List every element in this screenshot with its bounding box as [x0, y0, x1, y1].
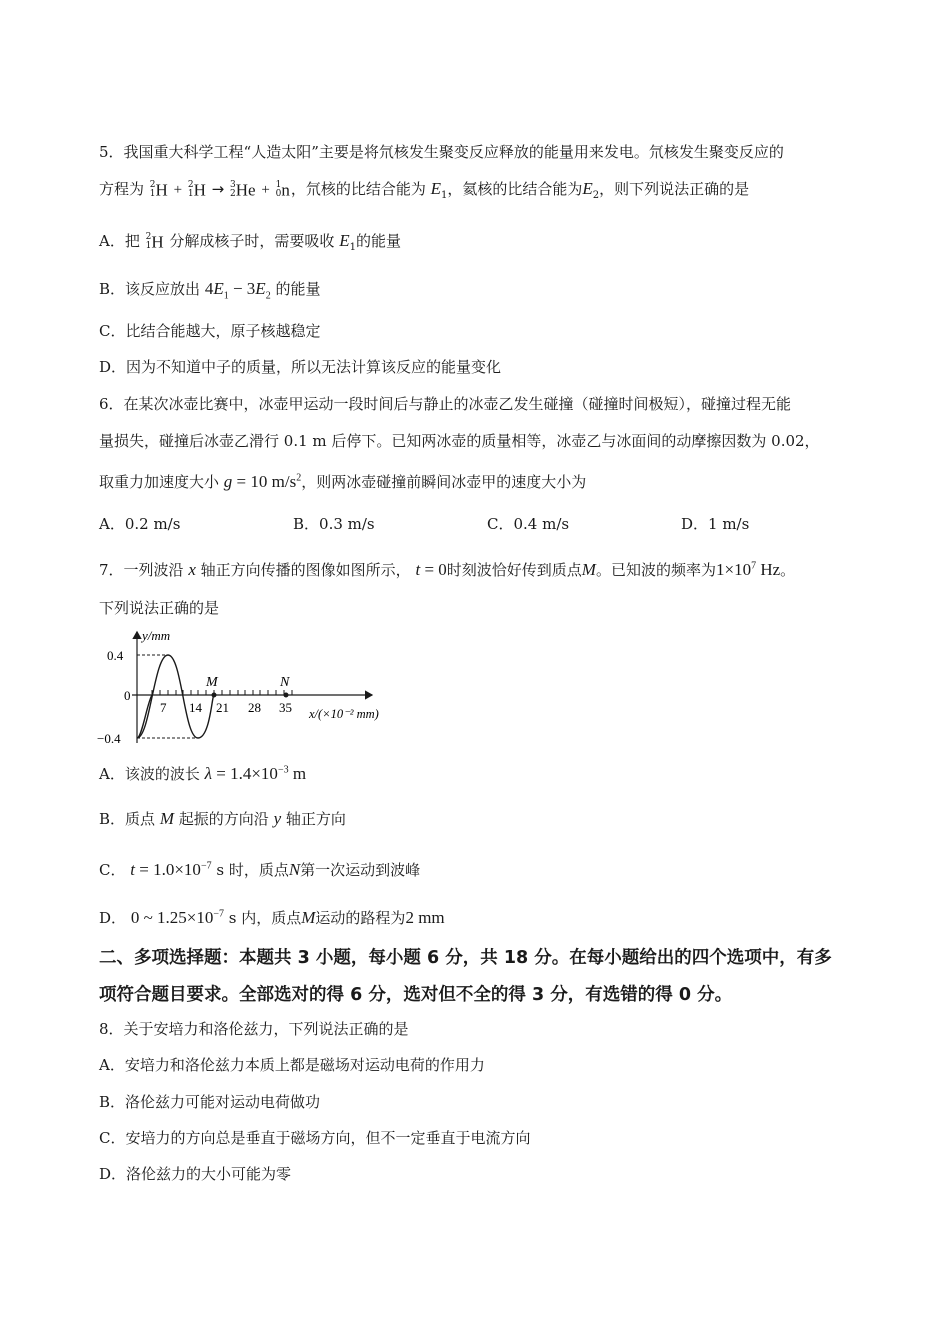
wave-curve-start [137, 695, 152, 738]
x-tick-21: 21 [216, 700, 229, 715]
q5-equation-line: 方程为 2 1 H + 2 1 H → 3 2 He + 1 0 n，氘核的比结合能为 $E_1$，氦核的比结合能为$E_2$，则下列说法正确的是 [99, 179, 750, 201]
x-tick-28: 28 [248, 700, 261, 715]
q6-option-c: C．0.4 m/s [487, 515, 570, 533]
wave-curve [137, 655, 214, 738]
point-m-label: M [206, 675, 218, 690]
q6-option-a: A．0.2 m/s [99, 515, 181, 533]
q7-option-b: B．质点 M 起振的方向沿 y 轴正方向 [99, 809, 346, 828]
y-tick-bottom: −0.4 [97, 731, 121, 746]
x-tick-35: 35 [279, 700, 292, 715]
deuterium-symbol: 2 1 H [145, 232, 164, 252]
q7-option-d: D． 0 ~ $1.25\times 10^{-7}$ s 内，质点M运动的路程为2 mm [99, 908, 445, 927]
deuterium-symbol: 2 1 H [187, 180, 206, 200]
q7-option-c: C． $t = 1.0\times 10^{-7}$ s 时，质点N第一次运动到波峰 [99, 860, 421, 879]
helium-symbol: 3 2 He [230, 180, 256, 200]
x-tick-7: 7 [160, 700, 167, 715]
q5-option-b: B．该反应放出 $4E_1 - 3E_2$ 的能量 [99, 279, 321, 302]
q7-stem-line2: 下列说法正确的是 [99, 599, 220, 617]
x-ticks [152, 690, 292, 695]
y-tick-zero: 0 [124, 688, 131, 703]
q5-stem-line1: 5．我国重大科学工程“人造太阳”主要是将氘核发生聚变反应释放的能量用来发电。氘核发生聚变反应的 [99, 143, 784, 161]
q6-stem-line1: 6．在某次冰壶比赛中，冰壶甲运动一段时间后与静止的冰壶乙发生碰撞（碰撞时间极短），碰撞过程无能 [99, 395, 792, 413]
q8-option-c: C．安培力的方向总是垂直于磁场方向，但不一定垂直于电流方向 [99, 1129, 531, 1147]
deuterium-symbol: 2 1 H [149, 180, 168, 200]
q8-option-b: B．洛伦兹力可能对运动电荷做功 [99, 1093, 321, 1111]
q5-option-c: C．比结合能越大，原子核越稳定 [99, 322, 321, 340]
q8-stem: 8．关于安培力和洛伦兹力，下列说法正确的是 [99, 1020, 409, 1038]
wave-graph [92, 628, 422, 748]
q5-option-d: D．因为不知道中子的质量，所以无法计算该反应的能量变化 [99, 358, 502, 376]
q7-option-a: A．该波的波长 $\lambda = 1.4\times 10^{-3}$ m [99, 764, 307, 783]
section2-heading-line1: 二、多项选择题：本题共 3 小题，每小题 6 分，共 18 分。在每小题给出的四个选项中，有多 [99, 948, 832, 968]
q6-stem-line3: 取重力加速度大小 g = 10 $m/s^2$，则两冰壶碰撞前瞬间冰壶甲的速度大小为 [99, 472, 587, 491]
neutron-symbol: 1 0 n [275, 180, 290, 200]
x-axis-label: x/(×10⁻² mm) [309, 707, 379, 721]
q8-option-d: D．洛伦兹力的大小可能为零 [99, 1165, 292, 1183]
y-axis-label: y/mm [142, 628, 171, 643]
x-tick-14: 14 [189, 700, 202, 715]
q7-stem-line1: 7．一列波沿 x 轴正方向传播的图像如图所示， t = 0时刻波恰好传到质点M。已知波的频率为$1\times 10^7$ Hz。 [99, 560, 796, 579]
y-tick-top: 0.4 [107, 648, 124, 663]
q6-option-d: D．1 m/s [681, 515, 750, 533]
section2-heading-line2: 项符合题目要求。全部选对的得 6 分，选对但不全的得 3 分，有选错的得 0 分。 [99, 985, 733, 1005]
q8-option-a: A．安培力和洛伦兹力本质上都是磁场对运动电荷的作用力 [99, 1056, 485, 1074]
point-m [212, 693, 217, 698]
q5-option-a: A．把 2 1 H 分解成核子时，需要吸收 $E_1$的能量 [99, 231, 401, 253]
q6-option-b: B．0.3 m/s [293, 515, 375, 533]
point-n [284, 693, 289, 698]
q6-stem-line2: 量损失，碰撞后冰壶乙滑行 0.1 m 后停下。已知两冰壶的质量相等，冰壶乙与冰面间的动摩擦因数为 0.02， [99, 432, 820, 450]
point-n-label: N [280, 675, 290, 690]
